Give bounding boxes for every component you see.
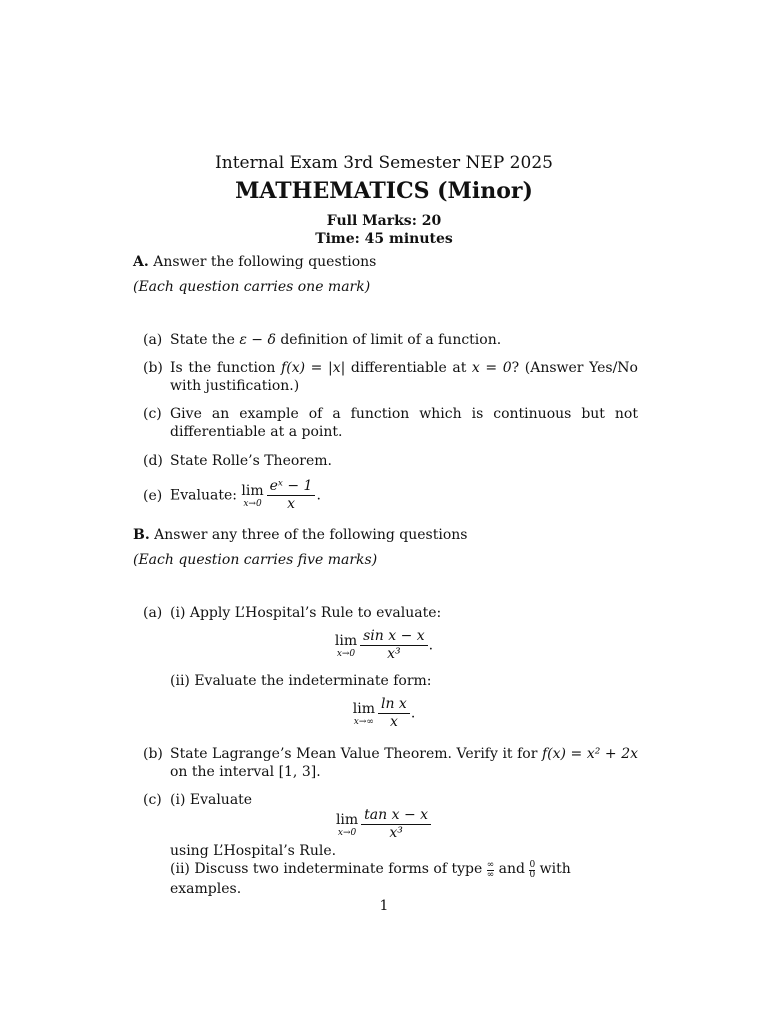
limit-subscript: x→∞: [353, 716, 374, 727]
question-text: (i) Apply L’Hospital’s Rule to evaluate:: [170, 605, 442, 621]
question-a-d: [143, 452, 638, 470]
display-limit-b-c: [0, 807, 768, 842]
section-a-note: (Each question carries one mark): [133, 279, 371, 295]
limit-operator: [353, 701, 375, 727]
section-a-heading: [133, 253, 376, 271]
question-label: (c): [143, 406, 162, 422]
section-b-note: (Each question carries five marks): [133, 552, 378, 568]
fraction: [361, 807, 431, 842]
question-label: (b): [143, 746, 163, 762]
section-b-instruction: Answer any three of the following questions: [154, 527, 468, 543]
fraction-numerator: ln x: [378, 696, 410, 714]
question-text: State Lagrange’s Mean Value Theorem. Verify it for: [170, 746, 542, 762]
fraction-denominator: x: [389, 714, 398, 730]
limit-subscript: x→0: [337, 827, 357, 838]
section-b-letter: B.: [133, 527, 150, 543]
question-b-c-cont: [143, 842, 638, 860]
subject-title: MATHEMATICS (Minor): [235, 178, 533, 204]
limit-operator: [241, 483, 263, 509]
limit-word: lim: [241, 482, 264, 499]
question-label: (d): [143, 453, 163, 469]
question-text: Is the function: [170, 360, 282, 376]
question-b-a-ii: [143, 672, 638, 690]
question-text: with examples.: [170, 861, 571, 897]
question-text: definition of limit of a function.: [275, 332, 502, 348]
question-text: Evaluate:: [170, 487, 237, 504]
math-expression: ε − δ: [239, 332, 276, 348]
math-expression: x = 0: [471, 360, 512, 376]
page-number: 1: [379, 898, 389, 914]
limit-subscript: x→0: [243, 498, 262, 509]
question-label: (e): [143, 488, 163, 504]
fraction-zero-over-zero: [529, 861, 535, 880]
fraction-numerator: tan x − x: [361, 807, 431, 825]
limit-word: lim: [335, 811, 359, 828]
fraction-numerator: ∞: [486, 860, 495, 870]
question-label: (a): [143, 605, 163, 621]
display-limit-b-a-ii: [0, 696, 768, 731]
question-text: using L’Hospital’s Rule.: [170, 843, 337, 859]
question-text: State the: [170, 332, 240, 348]
question-text: (ii) Discuss two indeterminate forms of type: [170, 861, 483, 877]
fraction: [378, 696, 410, 731]
question-a-c: [143, 405, 638, 441]
question-text: and: [498, 861, 525, 877]
fraction-numerator: sin x − x: [360, 628, 428, 646]
time-limit: Time: 45 minutes: [315, 231, 453, 247]
limit-word: lim: [352, 700, 375, 717]
punctuation: .: [428, 637, 434, 654]
math-expression: f(x) = x² + 2x: [541, 746, 638, 762]
math-expression: f(x) = |x|: [281, 360, 346, 376]
fraction: [267, 478, 316, 513]
question-text: Give an example of a function which is continuous but not differentiable at a point.: [170, 406, 638, 440]
question-b-a: [143, 604, 638, 622]
limit-subscript: x→0: [336, 648, 356, 659]
question-label: (b): [143, 360, 163, 376]
question-text: ? (Answer Yes/No with justification.): [170, 360, 638, 394]
question-a-b: [143, 359, 638, 395]
full-marks: Full Marks: 20: [326, 213, 442, 229]
fraction-numerator: 0: [529, 860, 536, 870]
math-expression: [1, 3]: [278, 764, 317, 780]
fraction-denominator: ∞: [486, 870, 495, 880]
punctuation: .: [410, 705, 416, 722]
question-a-a: [143, 331, 638, 349]
question-b-c-ii: [143, 860, 638, 898]
fraction-denominator: x³: [387, 646, 401, 662]
limit-operator: [335, 633, 357, 659]
section-a-instruction: Answer the following questions: [153, 254, 377, 270]
limit-operator: [336, 812, 358, 838]
punctuation: .: [316, 764, 321, 780]
limit-word: lim: [334, 632, 358, 649]
fraction-denominator: 0: [529, 870, 536, 880]
question-label: (c): [143, 792, 162, 808]
section-b-heading: [133, 526, 467, 544]
fraction-denominator: x: [287, 496, 295, 512]
fraction-denominator: x³: [389, 825, 403, 841]
section-a-letter: A.: [133, 254, 149, 270]
display-limit-b-a-i: [0, 628, 768, 663]
fraction: [360, 628, 428, 663]
question-text: on the interval: [170, 764, 279, 780]
question-text: (ii) Evaluate the indeterminate form:: [170, 673, 432, 689]
question-b-b: [143, 745, 638, 781]
question-text: differentiable at: [345, 360, 472, 376]
question-text: (i) Evaluate: [170, 792, 253, 808]
fraction-infinity-over-infinity: [487, 861, 495, 880]
fraction-numerator: eˣ − 1: [267, 478, 316, 496]
question-text: State Rolle’s Theorem.: [170, 453, 332, 469]
question-a-e: [143, 478, 638, 513]
exam-header: [0, 152, 768, 248]
question-label: (a): [143, 332, 163, 348]
exam-title: Internal Exam 3rd Semester NEP 2025: [215, 153, 553, 173]
punctuation: .: [316, 487, 321, 504]
